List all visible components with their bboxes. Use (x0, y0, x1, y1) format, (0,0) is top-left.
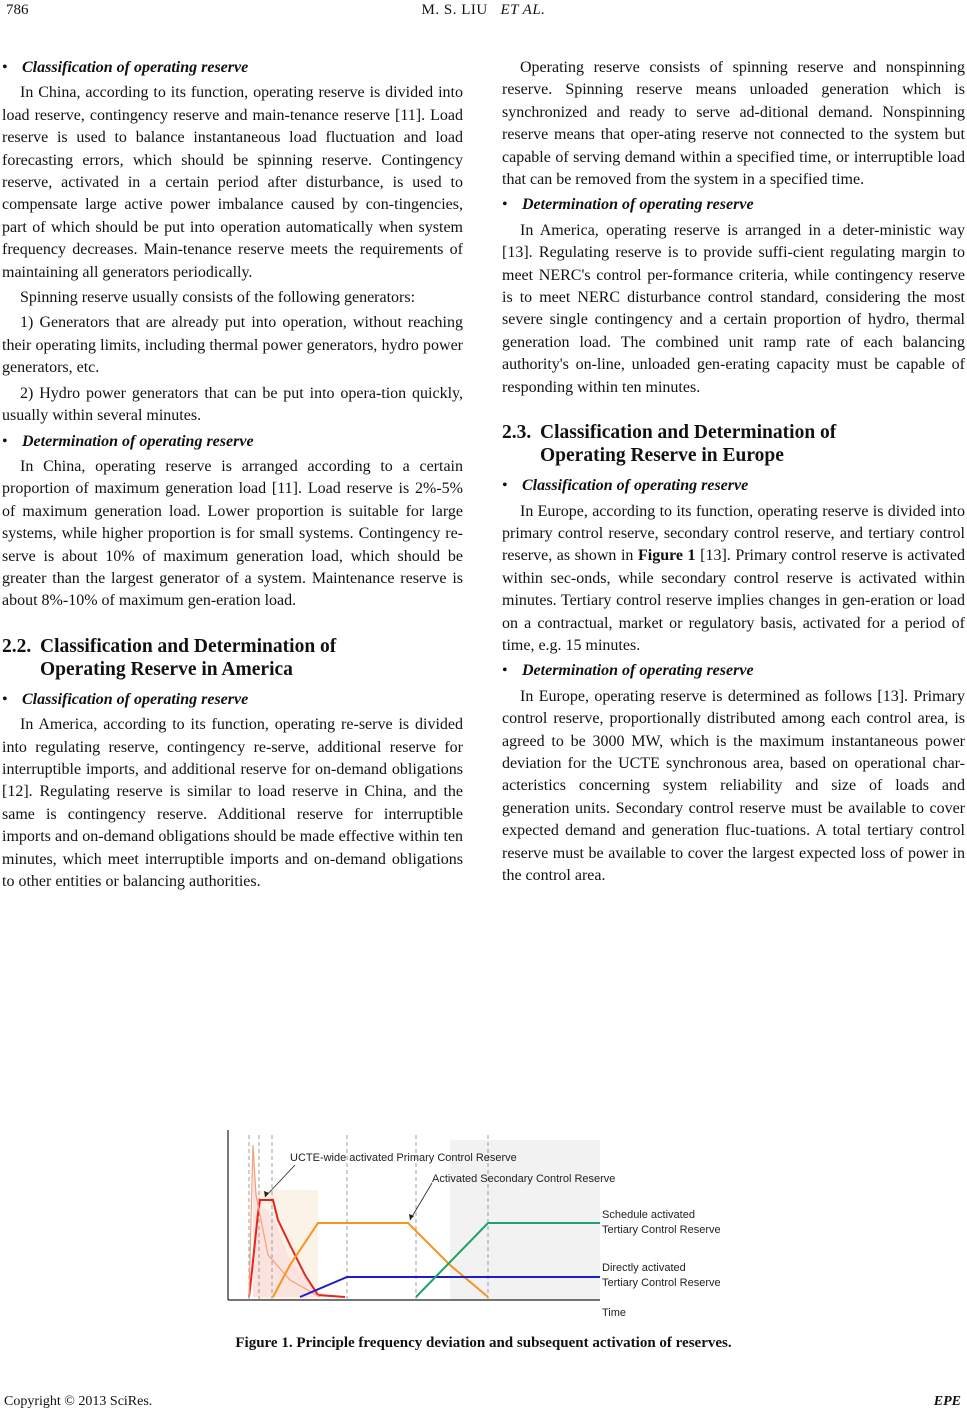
figure-reserve-activation (220, 1125, 740, 1325)
paragraph: In Europe, according to its function, operating reserve is divided into primary control reserve, secondary control reserve, and tertiary control reserve, as shown in Figure 1 [13]. Primary control reserve is activated within sec-onds, while secondary control reserve is activated within minutes. Tertiary control reserve implies changes in gen-eration or load on a contractual, market or regulatory basis, activated for a period of time, e.g. 15 minutes. (502, 502, 966, 654)
axis-label-time: Time (602, 1307, 627, 1319)
label-scheduled-tertiary-2: Tertiary Control Reserve (602, 1224, 721, 1236)
figure-caption: Figure 1. Principle frequency deviation and subsequent activation of reserves. (235, 1335, 732, 1351)
running-et-al: ET AL. (500, 2, 546, 18)
left-column (2, 57, 463, 896)
label-scheduled-tertiary-1: Schedule activated (602, 1209, 695, 1221)
page-number: 786 (6, 2, 29, 18)
paragraph: In Europe, operating reserve is determined as follows [13]. Primary control reserve, proportionally distributed among each control area, is agreed to be 3000 MW, which is the maximum instantaneous power deviation for the UCTE synchronous area, based on operational char-acteristics concerning system reliability and size of loads and generation units. Secondary control reserve must be available to cover expected demand and generation fluc-tuations. A total tertiary control reserve must be available to cover the largest expected loss of power in the control area. (502, 687, 965, 884)
bullet-icon: • (2, 59, 8, 76)
label-direct-tertiary-1: Directly activated (602, 1262, 686, 1274)
bullet-heading: • Classification of operating reserve (2, 689, 463, 711)
bullet-heading: • Determination of operating reserve (2, 431, 463, 453)
running-title (0, 2, 967, 19)
bullet-heading: • Determination of operating reserve (502, 660, 965, 682)
paragraph: 2) Hydro power generators that can be put into opera-tion quickly, usually within several minutes. (2, 384, 463, 425)
right-column (502, 57, 965, 890)
paragraph: 1) Generators that are already put into operation, without reaching their operating limits, including thermal power generators, hydro power generators, etc. (2, 314, 463, 377)
bullet-icon: • (502, 477, 508, 495)
paragraph: In China, operating reserve is arranged according to a certain proportion of maximum generation load [11]. Load reserve is 2%-5% of maximum generation load. Lower proportion is suitable for large systems, while higher proportion is for small systems. Contingency re-serve is about 10% of maximum generation load, which should be greater than the largest generator of a system. Maintenance reserve is about 8%-10% of maximum gen-eration load. (2, 457, 463, 610)
bullet-icon: • (502, 196, 508, 214)
page-footer (4, 1394, 961, 1410)
bullet-icon: • (2, 690, 8, 708)
section-heading-2-3: 2.3. Classification and Determination of Operating Reserve in Europe (502, 422, 837, 467)
bullet-heading: • Classification of operating reserve (2, 57, 463, 79)
section-heading-2-2: 2.2. Classification and Determination of Operating Reserve in America (2, 635, 337, 680)
paragraph: In America, according to its function, operating re-serve is divided into regulating reserve, contingency re-serve, additional reserve for interruptible imports, and additional reserve for on-demand obligations [12]. Regulating reserve is similar to load reserve in China, and the same is contingency reserve. Additional reserve for interruptible imports and on-demand obligations should be made effective within ten minutes, which meet interruptible imports and on-demand obligations to other entities or balancing authorities. (2, 716, 463, 890)
paragraph: Spinning reserve usually consists of the following generators: (20, 289, 416, 307)
label-secondary: Activated Secondary Control Reserve (432, 1173, 616, 1185)
bullet-heading: • Determination of operating reserve (502, 194, 965, 216)
pointer-secondary (410, 1183, 432, 1220)
paragraph: Operating reserve consists of spinning reserve and nonspinning reserve. Spinning reserve means unloaded generation which is synchronized and ready to serve ad-ditional demand. Nonspinning reserve means that oper-ating reserve not connected to the system but capable of serving demand within a specified time, or interruptible load that can be removed from the system in a specified time. (502, 59, 965, 189)
label-primary: UCTE-wide activated Primary Control Reserve (290, 1152, 517, 1164)
paragraph: In America, operating reserve is arranged in a deter-ministic way [13]. Regulating reserve is to provide suffi-cient regulating margin to meet NERC's control per-formance criteria, while contingency reserve is to meet NERC disturbance control standard, considering the most severe single contingency and a certain proportion of hydro, thermal generation load. The combined unit ramp rate of each balancing authority's on-line, unloaded gen-erating capacity must be capable of responding within ten minutes. (502, 221, 965, 396)
bullet-icon: • (502, 662, 508, 680)
label-direct-tertiary-2: Tertiary Control Reserve (602, 1277, 721, 1289)
figure-reference[interactable]: Figure 1 (637, 547, 696, 565)
journal-abbrev: EPE (933, 1394, 961, 1409)
bullet-heading: • Classification of operating reserve (502, 475, 965, 497)
running-header (0, 0, 967, 24)
running-authors: M. S. LIU (421, 2, 488, 18)
paragraph: In China, according to its function, operating reserve is divided into load reserve, contingency reserve and main-tenance reserve [11]. Load reserve is used to balance instantaneous load fluctuation and load forecasting errors, which should be spinning reserve. Contingency reserve, activated in a certain period after disturbance, is used to compensate large active power imbalance caused by con-tingencies, part of which should be put into operation automatically when system frequency decreases. Main-tenance reserve meets the requirements of maintaining all generators periodically. (2, 84, 463, 281)
bullet-icon: • (2, 432, 8, 450)
copyright: Copyright © 2013 SciRes. (4, 1394, 153, 1409)
